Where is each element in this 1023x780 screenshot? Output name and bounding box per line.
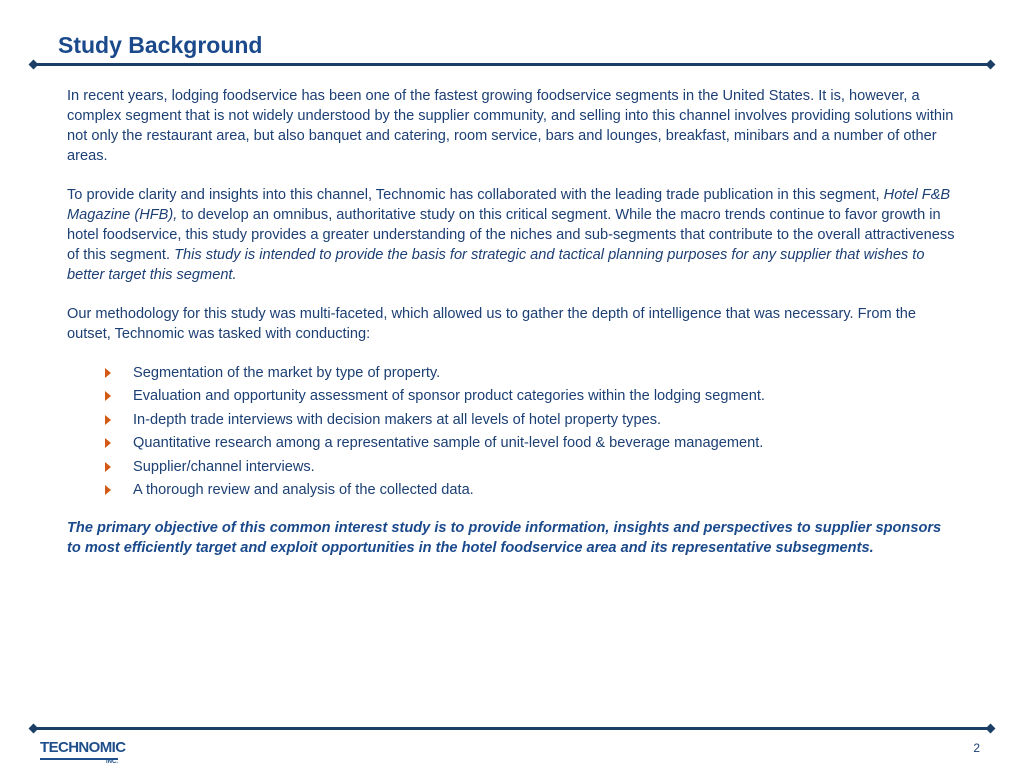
top-divider bbox=[34, 63, 990, 66]
bottom-divider bbox=[34, 727, 990, 730]
technomic-logo bbox=[40, 739, 126, 767]
paragraph-collaboration bbox=[67, 185, 957, 285]
methodology-list bbox=[67, 363, 957, 500]
paragraph-methodology: Our methodology for this study was multi-faceted, which allowed us to gather the depth of intelligence that was necessary. From the outset, Technomic was tasked with conducting: bbox=[67, 306, 917, 342]
bullet-arrow-icon bbox=[105, 368, 111, 378]
bullet-arrow-icon bbox=[105, 415, 111, 425]
list-item bbox=[101, 363, 957, 383]
primary-objective: The primary objective of this common interest study is to provide information, insights and perspectives to supplier sponsors to most efficiently target and exploit opportunities in the hotel foodservice area and its representative subsegments. bbox=[67, 519, 942, 556]
logo-wordmark: TECHNOMIC bbox=[40, 739, 126, 756]
list-item-text: In-depth trade interviews with decision makers at all levels of hotel property types. bbox=[133, 411, 662, 428]
list-item-text: Supplier/channel interviews. bbox=[133, 458, 315, 475]
page-number: 2 bbox=[973, 741, 980, 755]
publication-name: Hotel F&B Magazine (HFB), bbox=[67, 187, 951, 223]
bullet-arrow-icon bbox=[105, 391, 111, 401]
list-item-text: Quantitative research among a representative sample of unit-level food & beverage management. bbox=[133, 435, 764, 452]
paragraph-intro: In recent years, lodging foodservice has been one of the fastest growing foodservice segments in the United States. It is, however, a complex segment that is not widely understood by the supplier community, and selling into this channel involves providing solutions within not only the restaurant area, but also banquet and catering, room service, bars and lounges, breakfast, minibars and a number of other areas. bbox=[67, 88, 954, 164]
list-item-text: Segmentation of the market by type of property. bbox=[133, 365, 441, 381]
study-purpose: This study is intended to provide the basis for strategic and tactical planning purposes for any supplier that wishes to better target this segment. bbox=[67, 247, 925, 283]
list-item bbox=[101, 433, 957, 453]
slide-title: Study Background bbox=[58, 32, 263, 58]
list-item bbox=[101, 386, 957, 406]
slide-body bbox=[67, 86, 957, 577]
list-item bbox=[101, 480, 957, 500]
paragraph-collaboration-text-b: to develop an omnibus, authoritative study on this critical segment. While the macro trends continue to favor growth in hotel foodservice, this study provides a greater understanding of the niches and sub-segments that contribute to the overall attractiveness of this segment. bbox=[67, 207, 955, 263]
bullet-arrow-icon bbox=[105, 438, 111, 448]
list-item bbox=[101, 410, 957, 430]
list-item-text: A thorough review and analysis of the collected data. bbox=[133, 481, 474, 498]
list-item bbox=[101, 457, 957, 477]
paragraph-collaboration-text-a: To provide clarity and insights into this channel, Technomic has collaborated with the leading trade publication in this segment, bbox=[67, 187, 884, 203]
bullet-arrow-icon bbox=[105, 485, 111, 495]
bullet-arrow-icon bbox=[105, 462, 111, 472]
logo-suffix: INC. bbox=[106, 759, 118, 765]
list-item-text: Evaluation and opportunity assessment of sponsor product categories within the lodging segment. bbox=[133, 388, 765, 405]
